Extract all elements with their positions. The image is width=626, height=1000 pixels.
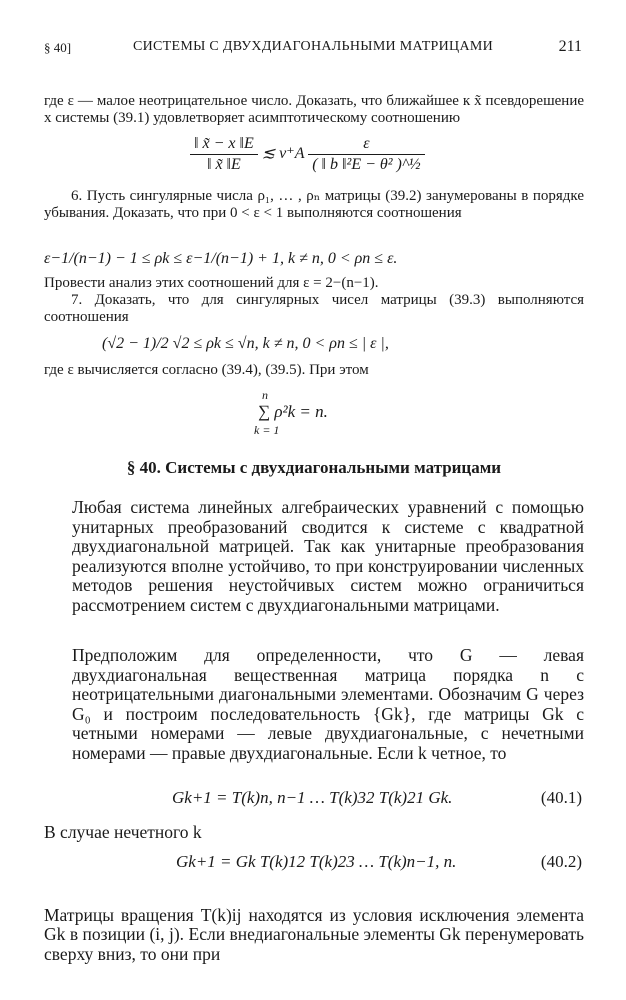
formula-4-bottom: k = 1: [254, 423, 280, 437]
header-title: СИСТЕМЫ С ДВУХДИАГОНАЛЬНЫМИ МАТРИЦАМИ: [132, 39, 494, 54]
page-number: 211: [558, 38, 582, 55]
exercise-intro: где ε — малое неотрицательное число. Доказать, что ближайшее к x̃ псевдорешение x системы (39.1) удовлетворяет асимптотическому соотношению: [44, 93, 584, 126]
formula-1-lhs: [190, 135, 258, 174]
paragraph-2: [72, 646, 584, 764]
exercise-7-tail: [44, 362, 584, 379]
formula-1-rhs: [308, 135, 424, 174]
formula-1-den: ‖ x̃ ‖E: [206, 156, 241, 173]
equation-40-2: Gk+1 = Gk T(k)12 T(k)23 … T(k)n−1, n.: [176, 852, 457, 871]
formula-4: ∑ ρ²k = n.: [258, 402, 328, 421]
formula-2: ε−1/(n−1) − 1 ≤ ρk ≤ ε−1/(n−1) + 1, k ≠ n, 0 < ρn ≤ ε.: [44, 250, 398, 267]
exercise-7-tail-text: где ε вычисляется согласно (39.4), (39.5). При этом: [44, 362, 369, 378]
formula-3: (√2 − 1)/2 √2 ≤ ρk ≤ √n, k ≠ n, 0 < ρn ≤ | ε |,: [102, 335, 389, 352]
formula-1: [190, 135, 425, 174]
paragraph-3-text: Матрицы вращения T(k)ij находятся из условия исключения элемента Gk в позиции (i, j). Если внедиагональные элементы Gk перенумеровать сверху вниз, то они при: [44, 904, 584, 964]
exercise-7: [44, 292, 584, 326]
exercise-6: [44, 188, 584, 222]
odd-case-line: В случае нечетного k: [44, 822, 202, 842]
header-section: § 40]: [44, 40, 72, 55]
formula-1-rden: ( ‖ b ‖²E − θ² )^½: [312, 156, 421, 173]
exercise-6-text: 6. Пусть сингулярные числа ρ₁, … , ρₙ матрицы (39.2) занумерованы в порядке убывания. Доказать, что при 0 < ε < 1 выполняются соотношения: [44, 188, 584, 221]
paragraph-1: [72, 498, 584, 616]
formula-1-rel: ≲ ν⁺A: [261, 145, 305, 163]
paragraph-3: [44, 888, 584, 982]
paragraph-1-text: Любая система линейных алгебраических уравнений с помощью унитарных преобразований сводится к системе с квадратной двухдиагональной матрицей. Так как унитарные преобразования реализуются вполне устойчиво, то при конструировании численных методов решения неустойчивых систем можно ограничиться рассмотрением систем с двухдиагональными матрицами.: [72, 497, 584, 615]
exercise-6-tail: [44, 275, 584, 292]
formula-1-rnum: ε: [308, 135, 424, 155]
section-heading: § 40. Системы с двухдиагональными матрицами: [126, 458, 502, 477]
paragraph-2-text: Предположим для определенности, что G — левая двухдиагональная вещественная матрица порядка n с неотрицательными диагональными элементами. Обозначим G через G₀ и построим последовательность {Gk}, где матрицы Gk с четными номерами — левые двухдиагональные, с нечетными номерами — правые двухдиагональные. Если k четное, то: [72, 645, 584, 763]
running-header: [44, 38, 582, 60]
formula-1-num: ‖ x̃ − x ‖E: [190, 135, 258, 155]
exercise-7-text: 7. Доказать, что для сингулярных чисел матрицы (39.3) выполняются соотношения: [44, 292, 584, 325]
exercise-6-tail-text: Провести анализ этих соотношений для ε = 2−(n−1).: [44, 275, 379, 291]
equation-40-1: Gk+1 = T(k)n, n−1 … T(k)32 T(k)21 Gk.: [172, 788, 453, 807]
exercise-5-tail: [44, 93, 584, 127]
equation-40-2-number: (40.2): [540, 852, 582, 871]
formula-4-top: n: [262, 388, 268, 402]
equation-40-1-number: (40.1): [540, 788, 582, 807]
